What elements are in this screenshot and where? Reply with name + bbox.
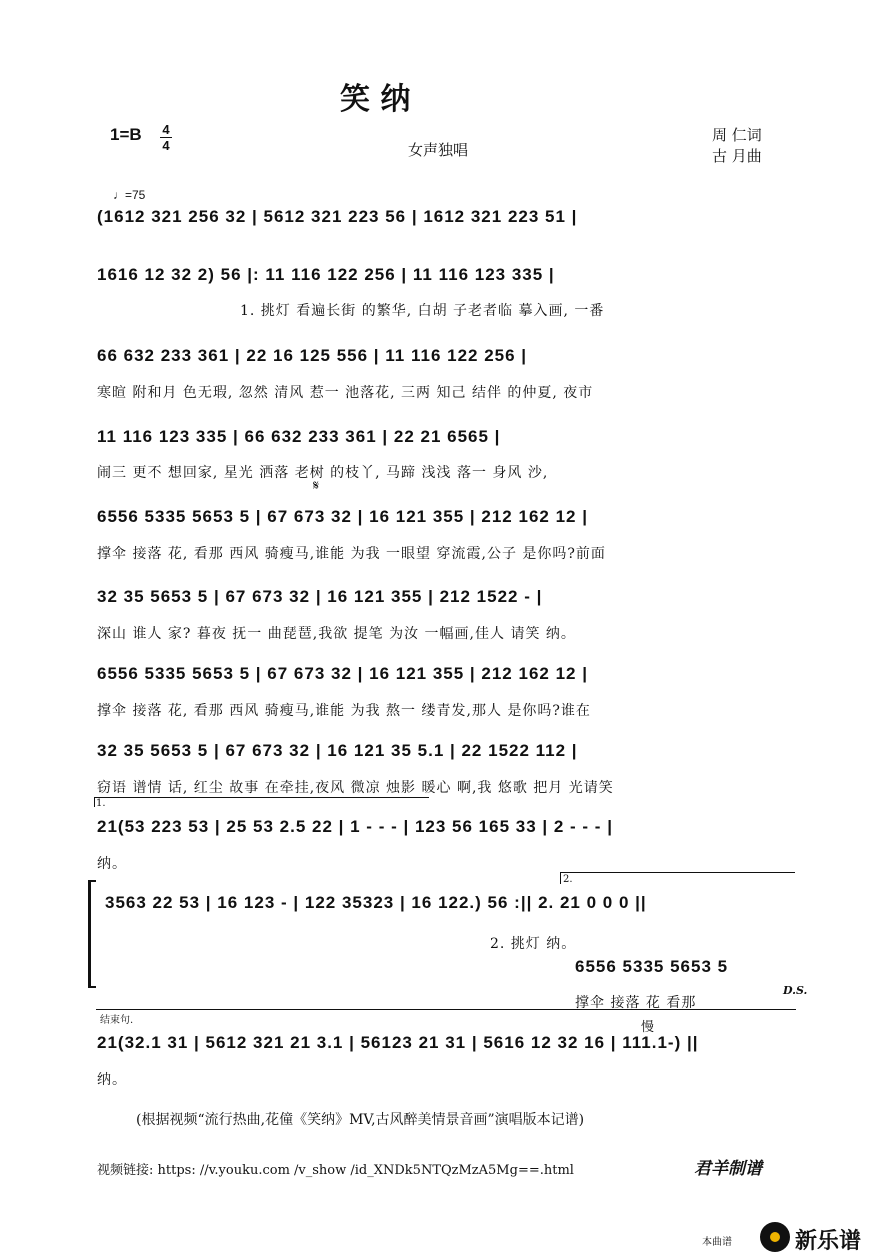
- time-signature: [160, 123, 172, 152]
- transcriber-signature: 君羊制谱: [694, 1159, 762, 1179]
- tempo-slow-mark: 慢: [641, 1020, 655, 1035]
- system-5-notes: 6556 5335 5653 5 | 67 673 32 | 16 121 355 | 212 162 12 |: [97, 507, 588, 526]
- system-11-lyrics: 撑伞 接落 花 看那: [575, 995, 697, 1011]
- system-8-lyrics: 窃语 谱情 话, 红尘 故事 在牵挂,夜风 微凉 烛影 暖心 啊,我 悠歌 把月 光请笑: [97, 780, 614, 796]
- system-12-notes: 21(32.1 31 | 5612 321 21 3.1 | 56123 21 31 | 5616 12 32 16 | 111.1-) ||: [97, 1033, 699, 1052]
- page-title: 笑 纳: [340, 82, 411, 117]
- composer: 古 月曲: [712, 147, 762, 165]
- ending-line: [96, 1009, 796, 1010]
- system-10-lyrics: 2. 挑灯 纳。: [490, 936, 577, 952]
- system-2-notes: 1616 12 32 2) 56 |: 11 116 122 256 | 11 116 123 335 |: [97, 265, 555, 284]
- lyricist: 周 仁词: [712, 126, 762, 144]
- system-7-notes: 6556 5335 5653 5 | 67 673 32 | 16 121 355 | 212 162 12 |: [97, 664, 588, 683]
- time-signature-bottom: 4: [162, 138, 170, 153]
- system-1-notes: (1612 321 256 32 | 5612 321 223 56 | 1612 321 223 51 |: [97, 207, 578, 226]
- ending-label: 结束句.: [100, 1015, 134, 1026]
- volta-2-line: [560, 872, 795, 873]
- segno-sign: 𝄋: [313, 478, 320, 494]
- system-12-lyrics: 纳。: [97, 1072, 127, 1088]
- system-4-notes: 11 116 123 335 | 66 632 233 361 | 22 21 6565 |: [97, 427, 501, 446]
- volta-1-line: [94, 797, 429, 798]
- bracket-top: [88, 880, 96, 882]
- system-4-lyrics: 闹三 更不 想回家, 星光 洒落 老树 的枝丫, 马蹄 浅浅 落一 身风 沙,: [97, 465, 549, 481]
- system-6-notes: 32 35 5653 5 | 67 673 32 | 16 121 355 | 212 1522 - |: [97, 587, 543, 606]
- vinyl-record-icon: [760, 1222, 790, 1252]
- system-2-lyrics: 1. 挑灯 看遍长街 的繁华, 白胡 子老者临 摹入画, 一番: [240, 303, 605, 319]
- voice-label: 女声独唱: [408, 141, 469, 159]
- ds-mark: D.S.: [783, 984, 808, 997]
- section-bracket: [88, 880, 91, 988]
- tempo-mark: ♩=75: [113, 188, 146, 202]
- volta-1-label: 1.: [96, 798, 106, 809]
- volta-2-hook: [560, 872, 561, 884]
- system-6-lyrics: 深山 谁人 家? 暮夜 抚一 曲琵琶,我欲 提笔 为汝 一幅画,佳人 请笑 纳。: [97, 626, 576, 642]
- system-3-lyrics: 寒暄 附和月 色无瑕, 忽然 清风 惹一 池落花, 三两 知己 结伴 的仲夏, 夜市: [97, 385, 594, 401]
- brand-prefix: 本曲谱: [702, 1237, 732, 1248]
- system-3-notes: 66 632 233 361 | 22 16 125 556 | 11 116 122 256 |: [97, 346, 528, 365]
- system-8-notes: 32 35 5653 5 | 67 673 32 | 16 121 35 5.1 | 22 1522 112 |: [97, 741, 578, 760]
- time-signature-top: 4: [162, 122, 170, 137]
- video-link[interactable]: 视频链接: https: //v.youku.com /v_show /id_XNDk5NTQzMzA5Mg==.html: [97, 1163, 574, 1178]
- system-9-lyrics: 纳。: [97, 856, 127, 872]
- source-note: (根据视频“流行热曲,花僮《笑纳》MV,古风醉美情景音画”演唱版本记谱): [136, 1112, 585, 1128]
- system-9-notes: 21(53 223 53 | 25 53 2.5 22 | 1 - - - | 123 56 165 33 | 2 - - - |: [97, 817, 613, 836]
- volta-1-hook: [94, 797, 95, 807]
- key-signature: 1=B: [110, 125, 142, 144]
- system-11-notes: 6556 5335 5653 5: [575, 957, 729, 976]
- bracket-bottom: [88, 986, 96, 988]
- system-7-lyrics: 撑伞 接落 花, 看那 西风 骑瘦马,谁能 为我 熬一 缕青发,那人 是你吗?谁在: [97, 703, 591, 719]
- system-5-lyrics: 撑伞 接落 花, 看那 西风 骑瘦马,谁能 为我 一眼望 穿流霞,公子 是你吗?前面: [97, 546, 606, 562]
- system-10-notes: 3563 22 53 | 16 123 - | 122 35323 | 16 122.) 56 :|| 2. 21 0 0 0 ||: [105, 893, 647, 912]
- brand-logo: 新乐谱: [795, 1229, 862, 1254]
- volta-2-label: 2.: [563, 874, 573, 885]
